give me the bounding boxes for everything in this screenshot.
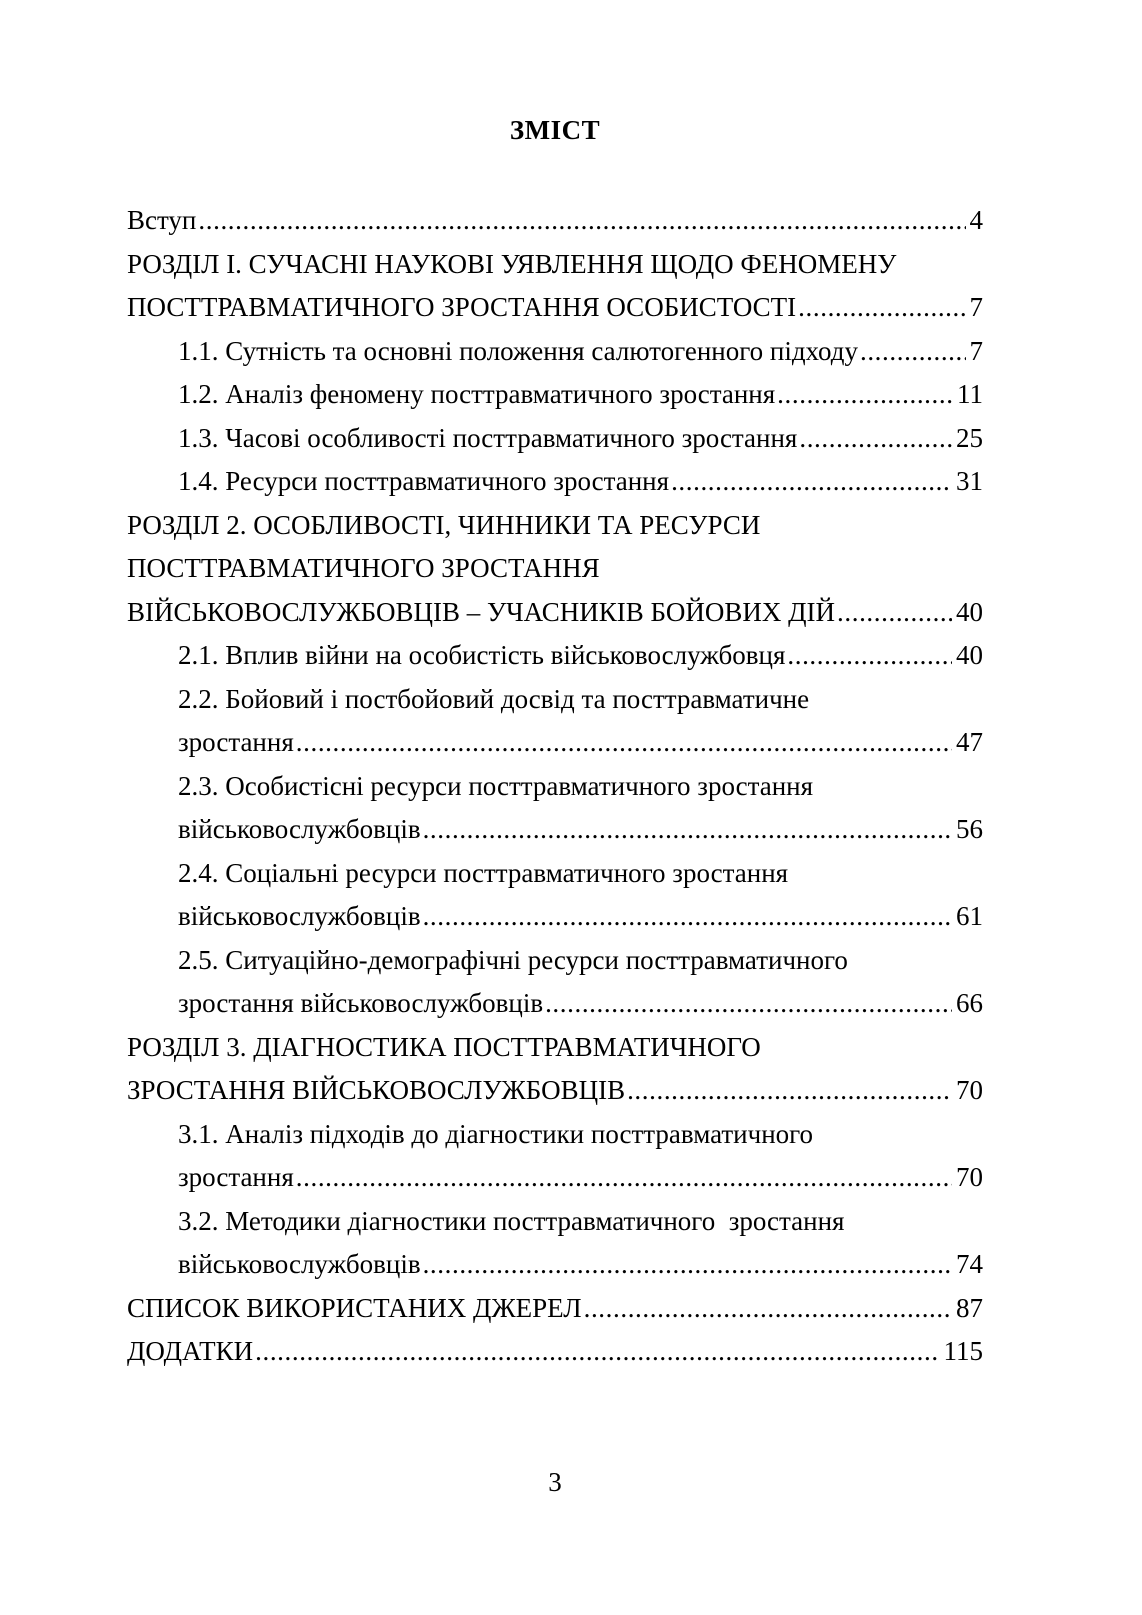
dot-leader [423,895,952,939]
dot-leader [671,460,952,504]
table-of-contents [127,199,983,1374]
dot-leader [198,199,965,243]
toc-page-number: 7 [969,292,983,322]
toc-entry-text-line: РОЗДІЛ 3. ДІАГНОСТИКА ПОСТТРАВМАТИЧНОГО [127,1031,761,1062]
toc-page-number: 61 [956,901,983,931]
toc-entry-title: 2.1. Вплив війни на особистість військовослужбовця [178,640,786,670]
toc-entry-title: ДОДАТКИ [127,1336,254,1366]
dot-leader [423,1243,952,1287]
toc-entry-text-line: 3.1. Аналіз підходів до діагностики посттравматичного [178,1118,814,1149]
toc-subsection-entry[interactable] [127,765,983,852]
dot-leader [798,286,965,330]
toc-page-number: 11 [957,379,983,409]
toc-entry-title: Вступ [127,205,197,235]
page-title: ЗМІСТ [509,115,601,145]
toc-subsection-entry[interactable] [127,1113,983,1200]
toc-section-entry[interactable] [127,1026,983,1113]
toc-entry-title: ВІЙСЬКОВОСЛУЖБОВЦІВ – УЧАСНИКІВ БОЙОВИХ ДІЙ [127,596,836,627]
toc-page-number: 40 [956,640,983,670]
dot-leader [584,1287,952,1331]
toc-entry-title: зростання [178,1162,294,1192]
toc-entry-title: військовослужбовців [178,814,421,844]
toc-page-number: 4 [969,205,983,235]
dot-leader [296,1156,952,1200]
toc-section-entry[interactable] [127,504,983,635]
toc-entry-text-line: 2.2. Бойовий і постбойовий досвід та посттравматичне [178,683,810,714]
toc-subsection-entry[interactable] [127,634,983,678]
toc-page-number: 87 [956,1292,983,1323]
toc-page-number: 40 [956,596,983,627]
toc-page-number: 115 [943,1336,983,1366]
toc-subsection-entry[interactable] [127,330,983,374]
toc-entry-text-line: РОЗДІЛ І. СУЧАСНІ НАУКОВІ УЯВЛЕННЯ ЩОДО ФЕНОМЕНУ [127,248,897,279]
dot-leader [777,373,953,417]
dot-leader [545,982,952,1026]
dot-leader [255,1330,939,1374]
toc-entry-title: ПОСТТРАВМАТИЧНОГО ЗРОСТАННЯ ОСОБИСТОСТІ [127,292,797,322]
toc-page-number: 70 [956,1075,983,1105]
toc-entry-title: 1.3. Часові особливості посттравматичного зростання [178,422,798,453]
toc-subsection-entry[interactable] [127,460,983,504]
toc-entry-text-line: 2.4. Соціальні ресурси посттравматичного зростання [178,857,789,888]
dot-leader [423,808,952,852]
dot-leader [799,417,952,461]
toc-entry-title: військовослужбовців [178,1249,421,1279]
toc-entry-text-line: 3.2. Методики діагностики посттравматичного зростання [178,1205,845,1236]
dot-leader [837,591,952,635]
toc-page-number: 25 [956,422,983,453]
toc-subsection-entry[interactable] [127,852,983,939]
toc-entry-title: зростання військовослужбовців [178,988,544,1018]
toc-page-number: 70 [956,1162,983,1192]
dot-leader [296,721,952,765]
dot-leader [627,1069,952,1113]
toc-entry-title: 1.2. Аналіз феномену посттравматичного зростання [178,379,776,409]
toc-subsection-entry[interactable] [127,1200,983,1287]
toc-page-number: 7 [969,335,983,366]
toc-page-number: 56 [956,814,983,844]
toc-section-entry[interactable] [127,199,983,243]
toc-entry-title: 1.1. Сутність та основні положення салютогенного підходу [178,335,858,366]
toc-page-number: 31 [956,466,983,496]
toc-section-entry[interactable] [127,1287,983,1331]
toc-entry-text-line: 2.3. Особистісні ресурси посттравматичного зростання [178,770,814,801]
dot-leader [787,634,952,678]
dot-leader [860,330,966,374]
toc-page-number: 47 [956,727,983,757]
toc-entry-title: СПИСОК ВИКОРИСТАНИХ ДЖЕРЕЛ [127,1292,582,1323]
toc-subsection-entry[interactable] [127,373,983,417]
toc-section-entry[interactable] [127,1330,983,1374]
toc-entry-text-line: ПОСТТРАВМАТИЧНОГО ЗРОСТАННЯ [127,553,600,583]
page-number: 3 [548,1467,562,1497]
toc-subsection-entry[interactable] [127,678,983,765]
toc-subsection-entry[interactable] [127,417,983,461]
toc-page-number: 74 [956,1249,983,1279]
toc-entry-text-line: РОЗДІЛ 2. ОСОБЛИВОСТІ, ЧИННИКИ ТА РЕСУРСИ [127,509,761,540]
toc-subsection-entry[interactable] [127,939,983,1026]
toc-entry-title: 1.4. Ресурси посттравматичного зростання [178,466,670,496]
toc-entry-title: зростання [178,727,294,757]
toc-section-entry[interactable] [127,243,983,330]
toc-entry-title: військовослужбовців [178,901,421,931]
toc-page-number: 66 [956,988,983,1018]
toc-entry-title: ЗРОСТАННЯ ВІЙСЬКОВОСЛУЖБОВЦІВ [127,1075,626,1105]
toc-entry-text-line: 2.5. Ситуаційно-демографічні ресурси посттравматичного [178,944,848,975]
